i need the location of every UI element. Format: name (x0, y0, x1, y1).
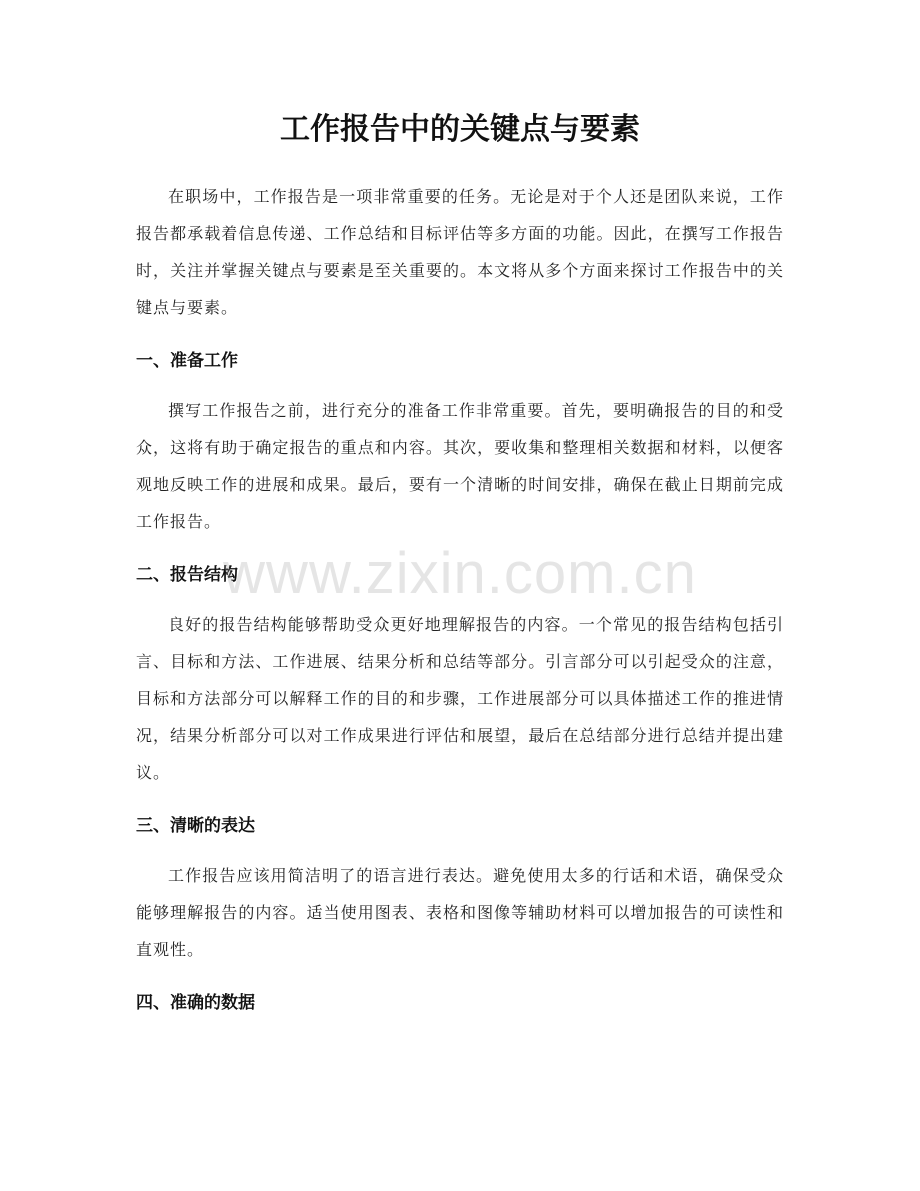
page-title: 工作报告中的关键点与要素 (280, 112, 640, 147)
section-paragraph-structure: 良好的报告结构能够帮助受众更好地理解报告的内容。一个常见的报告结构包括引言、目标和方法、工作进展、结果分析和总结等部分。引言部分可以引起受众的注意，目标和方法部分可以解释工作的目的和步骤，工作进展部分可以具体描述工作的推进情况，结果分析部分可以对工作成果进行评估和展望，最后在总结部分进行总结并提出建议。 (136, 615, 784, 782)
section-heading-expression: 三、清晰的表达 (136, 816, 255, 836)
section-heading-data: 四、准确的数据 (136, 993, 255, 1013)
section-paragraph-expression: 工作报告应该用简洁明了的语言进行表达。避免使用太多的行话和术语，确保受众能够理解报告的内容。适当使用图表、表格和图像等辅助材料可以增加报告的可读性和直观性。 (136, 866, 784, 959)
document-body (136, 178, 784, 1016)
section-heading-structure: 二、报告结构 (136, 565, 238, 585)
section-paragraph-preparation: 撰写工作报告之前，进行充分的准备工作非常重要。首先，要明确报告的目的和受众，这将有助于确定报告的重点和内容。其次，要收集和整理相关数据和材料，以便客观地反映工作的进展和成果。最后，要有一个清晰的时间安排，确保在截止日期前完成工作报告。 (136, 401, 784, 531)
watermark: www.zixin.com.cn (223, 541, 697, 606)
section-heading-preparation: 一、准备工作 (136, 351, 238, 371)
intro-paragraph: 在职场中，工作报告是一项非常重要的任务。无论是对于个人还是团队来说，工作报告都承载着信息传递、工作总结和目标评估等多方面的功能。因此，在撰写工作报告时，关注并掌握关键点与要素是至关重要的。本文将从多个方面来探讨工作报告中的关键点与要素。 (136, 187, 784, 317)
